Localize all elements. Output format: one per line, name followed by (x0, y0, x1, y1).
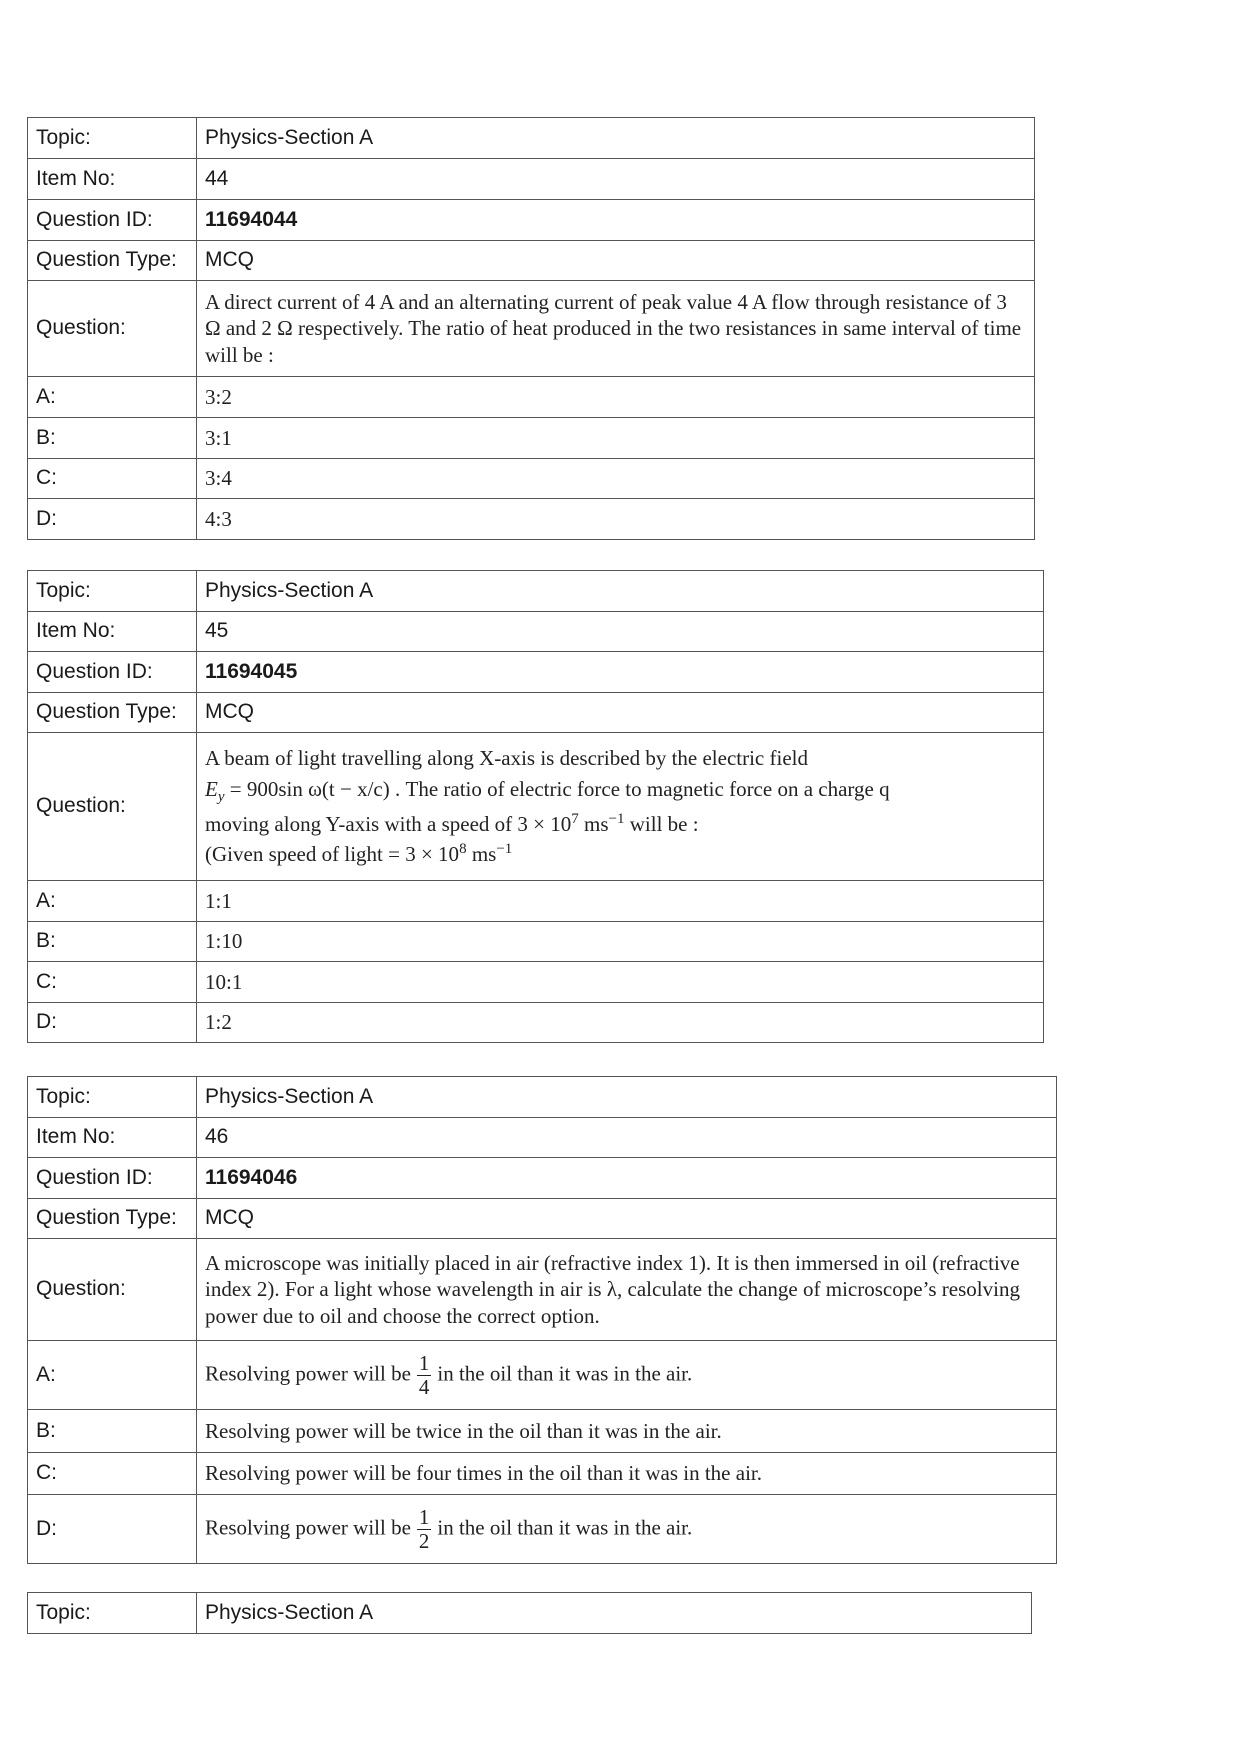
option-d-label: D: (28, 499, 197, 540)
option-b-label: B: (28, 1410, 197, 1453)
equation: $E_y = 900\sin$ ω(t − x/c) . The ratio of electric force to magnetic force on a charge q (205, 776, 890, 805)
topic-label: Topic: (28, 118, 197, 159)
question-text: A microscope was initially placed in air (refractive index 1). It is then immersed in oil (refractive index 2). For a light whose wavelength in air is λ, calculate the change of microscope’s resolving power due to oil and choose the correct option. (197, 1239, 1057, 1341)
option-b-text: Resolving power will be twice in the oil than it was in the air. (197, 1410, 1057, 1453)
option-b-text: 3:1 (197, 418, 1035, 459)
topic-value: Physics-Section A (197, 118, 1035, 159)
option-d-label: D: (28, 1495, 197, 1564)
question-id-label: Question ID: (28, 1158, 197, 1199)
question-label: Question: (28, 1239, 197, 1341)
topic-value: Physics-Section A (197, 1593, 1032, 1634)
item-no-label: Item No: (28, 159, 197, 200)
topic-label: Topic: (28, 571, 197, 612)
option-d-text: 1:2 (197, 1003, 1044, 1043)
option-c-label: C: (28, 459, 197, 499)
option-d-label: D: (28, 1003, 197, 1043)
item-no-value: 46 (197, 1118, 1057, 1158)
question-line-1: A beam of light travelling along X-axis is described by the electric field (205, 746, 808, 771)
question-id-label: Question ID: (28, 652, 197, 693)
question-id-label: Question ID: (28, 200, 197, 241)
question-type-value: MCQ (197, 1199, 1057, 1239)
topic-value: Physics-Section A (197, 1077, 1057, 1118)
fraction-one-quarter: $\frac{1}{4}$ (418, 1350, 430, 1399)
option-a-label: A: (28, 881, 197, 922)
question-text (197, 733, 1044, 881)
option-a-text: Resolving power will be $\frac{1}{4}$ in the oil than it was in the air. (197, 1341, 1057, 1410)
question-id-value: 11694046 (197, 1158, 1057, 1199)
fraction-one-half: $\frac{1}{2}$ (418, 1504, 430, 1553)
option-b-label: B: (28, 922, 197, 962)
option-b-text: 1:10 (197, 922, 1044, 962)
option-d-text: Resolving power will be $\frac{1}{2}$ in the oil than it was in the air. (197, 1495, 1057, 1564)
question-table-44 (27, 117, 1035, 540)
option-a-label: A: (28, 1341, 197, 1410)
option-a-text: 1:1 (197, 881, 1044, 922)
question-line-4: (Given speed of light = $3 \times 10^8$ $ms^{-1}$ (205, 841, 513, 867)
option-c-text: 10:1 (197, 962, 1044, 1003)
option-c-text: Resolving power will be four times in the oil than it was in the air. (197, 1453, 1057, 1495)
item-no-value: 45 (197, 612, 1044, 652)
option-d-text: 4:3 (197, 499, 1035, 540)
question-label: Question: (28, 733, 197, 881)
topic-label: Topic: (28, 1593, 197, 1634)
question-type-label: Question Type: (28, 693, 197, 733)
question-type-label: Question Type: (28, 1199, 197, 1239)
question-type-value: MCQ (197, 693, 1044, 733)
question-table-46 (27, 1076, 1057, 1564)
item-no-label: Item No: (28, 1118, 197, 1158)
question-table-45 (27, 570, 1044, 1043)
option-c-label: C: (28, 962, 197, 1003)
topic-value: Physics-Section A (197, 571, 1044, 612)
question-label: Question: (28, 281, 197, 377)
question-type-value: MCQ (197, 241, 1035, 281)
option-a-text: 3:2 (197, 377, 1035, 418)
option-b-label: B: (28, 418, 197, 459)
question-type-label: Question Type: (28, 241, 197, 281)
question-table-next (27, 1592, 1032, 1634)
option-c-text: 3:4 (197, 459, 1035, 499)
question-text: A direct current of 4 A and an alternating current of peak value 4 A flow through resistance of 3 Ω and 2 Ω respectively. The ratio of heat produced in the two resistances in same interval of time will be : (197, 281, 1035, 377)
question-id-value: 11694045 (197, 652, 1044, 693)
topic-label: Topic: (28, 1077, 197, 1118)
option-c-label: C: (28, 1453, 197, 1495)
item-no-value: 44 (197, 159, 1035, 200)
option-a-label: A: (28, 377, 197, 418)
question-id-value: 11694044 (197, 200, 1035, 241)
question-line-3: moving along Y-axis with a speed of $3 \times 10^7$ $ms^{-1}$ will be : (205, 810, 699, 836)
item-no-label: Item No: (28, 612, 197, 652)
